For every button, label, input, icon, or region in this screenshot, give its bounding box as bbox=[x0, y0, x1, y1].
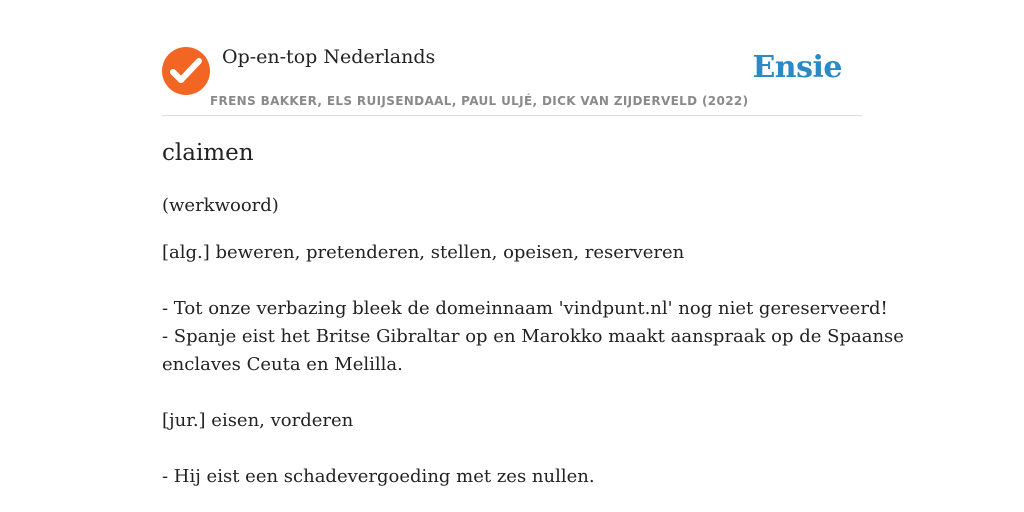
example-line: - Tot onze verbazing bleek de domeinnaam 'vindpunt.nl' nog niet gereserveerd! bbox=[162, 298, 888, 319]
definition-legal: [jur.] eisen, vorderen bbox=[162, 410, 354, 431]
source-header bbox=[162, 0, 862, 116]
entry-word: claimen bbox=[162, 140, 254, 166]
example-line: - Spanje eist het Britse Gibraltar op en Marokko maakt aanspraak op de Spaanse bbox=[162, 326, 904, 347]
example-line: enclaves Ceuta en Melilla. bbox=[162, 354, 403, 375]
brand-logo[interactable]: Ensie bbox=[752, 50, 842, 85]
word-class: (werkwoord) bbox=[162, 195, 279, 216]
source-title[interactable]: Op-en-top Nederlands bbox=[222, 46, 436, 68]
source-authors: FRENS BAKKER, ELS RUIJSENDAAL, PAUL ULJÉ, DICK VAN ZIJDERVELD (2022) bbox=[210, 94, 749, 108]
checkmark-icon bbox=[162, 47, 210, 95]
definition-general: [alg.] beweren, pretenderen, stellen, opeisen, reserveren bbox=[162, 242, 685, 263]
page bbox=[162, 0, 904, 512]
example-line: - Hij eist een schadevergoeding met zes nullen. bbox=[162, 466, 595, 487]
